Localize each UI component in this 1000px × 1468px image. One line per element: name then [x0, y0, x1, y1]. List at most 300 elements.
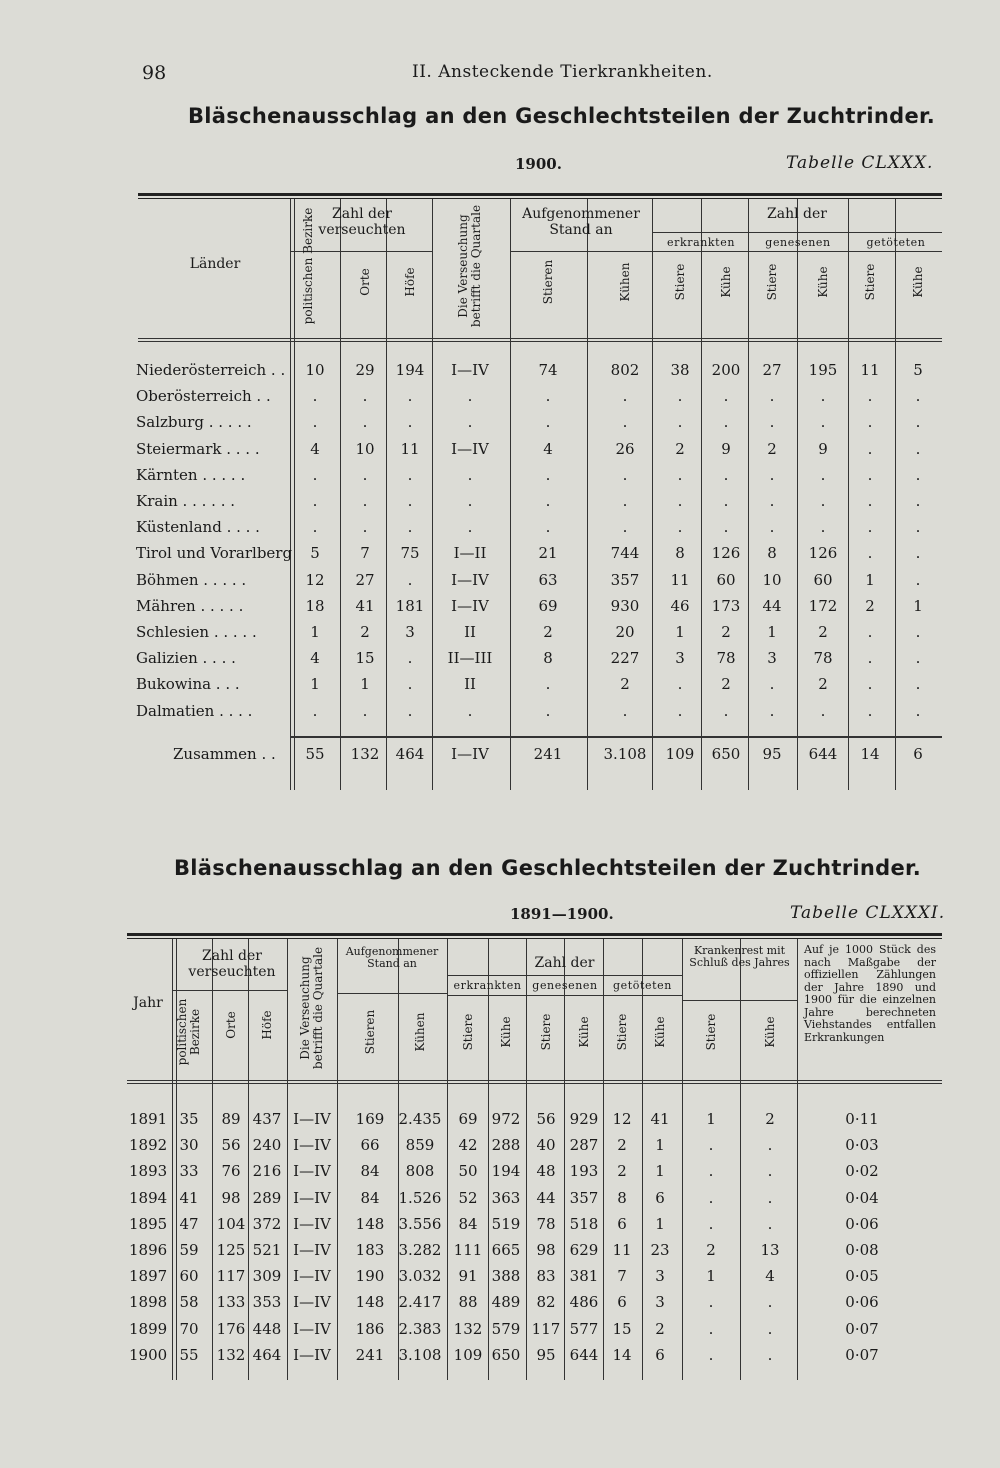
table2-cell: 579 [491, 1319, 521, 1338]
table1-cell: . [545, 675, 551, 694]
table2-header-genesenen: genesenen [532, 979, 598, 992]
table2-header-bottom-rule-2 [127, 1083, 942, 1084]
table1-cell: . [407, 675, 413, 694]
table2-cell: 0·02 [845, 1162, 879, 1181]
table1-cell: 1 [913, 596, 923, 615]
table1-cell: 930 [610, 596, 640, 615]
table1-cell: 5 [913, 361, 923, 379]
table1-cell: 11 [670, 570, 690, 589]
table1-cell: . [820, 465, 826, 484]
table1-cell: . [467, 492, 473, 510]
table1-cell: . [915, 492, 921, 510]
table1-cell: 1 [310, 623, 320, 641]
table1-cell: . [723, 492, 729, 510]
table2-cell: 84 [458, 1214, 478, 1233]
table2-cell: 42 [458, 1136, 478, 1155]
table1-cell: 194 [395, 361, 425, 379]
table1-cell: 8 [543, 649, 553, 668]
table2-header-aufgenommener: Aufgenommener Stand an [345, 945, 439, 970]
table2-cell: . [708, 1188, 714, 1207]
table2-cell: I—IV [293, 1267, 331, 1286]
table2-cell: . [767, 1188, 773, 1207]
table2-cell: 448 [252, 1319, 282, 1338]
table2-cell: 0·11 [845, 1110, 879, 1128]
table2-cell: 650 [491, 1345, 521, 1364]
table2-cell: 486 [569, 1293, 599, 1312]
table1-cell: . [820, 492, 826, 510]
table2-cell: 4 [765, 1267, 775, 1286]
table2-cell: 0·03 [845, 1136, 879, 1155]
table2-cell: . [708, 1214, 714, 1233]
table2-cell: 50 [458, 1162, 478, 1181]
table2-cell: 82 [536, 1293, 556, 1312]
table2-column-rule [212, 939, 213, 1380]
table2-cell: 47 [179, 1214, 199, 1233]
table2-cell: I—IV [293, 1162, 331, 1181]
table1-cell: . [312, 701, 318, 720]
table2-row-jahr: 1894 [129, 1188, 168, 1207]
table2-cell: 84 [360, 1162, 380, 1181]
table2-cell: 91 [458, 1267, 478, 1286]
table2-cell: 216 [252, 1162, 282, 1181]
table1-row-land: Böhmen . . . . . [136, 570, 247, 589]
table1-cell: 744 [610, 544, 640, 563]
table1-total-cell: 6 [913, 745, 923, 763]
table1-cell: . [312, 465, 318, 484]
table1-cell: 8 [767, 544, 777, 563]
table2-cell: 0·04 [845, 1188, 879, 1207]
table1-cell: . [407, 387, 413, 406]
table1-cell: . [362, 518, 368, 537]
table2-cell: 132 [453, 1319, 483, 1338]
table1-cell: 2 [675, 439, 685, 458]
table1-header-zahl-der: Zahl der [767, 206, 827, 222]
table2-cell: 41 [179, 1188, 199, 1207]
table2-header-genesenen-stiere: Stiere [538, 1013, 553, 1051]
table2-cell: 58 [179, 1293, 199, 1312]
table1-cell: . [723, 465, 729, 484]
table2-cell: 240 [252, 1136, 282, 1155]
table2-cell: 59 [179, 1241, 199, 1259]
table2-cell: . [708, 1293, 714, 1312]
table2-cell: 148 [355, 1214, 385, 1233]
table2-cell: 3 [655, 1293, 665, 1312]
table2-column-rule [642, 939, 643, 1380]
table2-column-rule [797, 939, 798, 1380]
table1-cell: 195 [808, 361, 838, 379]
table2-cell: . [767, 1345, 773, 1364]
table1-total-cell: 650 [711, 745, 741, 763]
table2-header-rule [172, 990, 287, 991]
table1-cell: 2 [721, 675, 731, 694]
table2-cell: 0·08 [845, 1241, 879, 1259]
table1-cell: 3 [675, 649, 685, 668]
table2-header-rule [682, 1000, 797, 1001]
table2-cell: 111 [453, 1241, 483, 1259]
table1-row-land: Kärnten . . . . . [136, 465, 246, 484]
table1-cell: 4 [310, 439, 320, 458]
table1-cell: . [769, 518, 775, 537]
table2-cell: 8 [617, 1188, 627, 1207]
table2-cell: 48 [536, 1162, 556, 1181]
table2-cell: 169 [355, 1110, 385, 1128]
table1-total-cell: 95 [762, 745, 782, 763]
table1-title: Bläschenausschlag an den Geschlechtsteilen der Zuchtrinder. [188, 104, 935, 128]
table1-row-land: Steiermark . . . . [136, 439, 260, 458]
table2-cell: 7 [617, 1267, 627, 1286]
table1-total-cell: 109 [665, 745, 695, 763]
table2-header-orte: Orte [223, 1011, 238, 1039]
table1-header-politischen-bezirke: politischen Bezirke [301, 207, 315, 325]
table1-cell: . [867, 701, 873, 720]
table2-cell: 69 [458, 1110, 478, 1128]
table1-cell: . [362, 492, 368, 510]
table2-cell: 13 [760, 1241, 780, 1259]
table1-cell: . [915, 413, 921, 432]
table1-cell: 3 [767, 649, 777, 668]
table1-cell: . [407, 518, 413, 537]
table2-cell: 3.032 [398, 1267, 442, 1286]
table1-cell: . [867, 649, 873, 668]
table2-header-getoeteten: getöteten [613, 979, 672, 992]
table1-cell: . [407, 492, 413, 510]
table1-cell: . [769, 465, 775, 484]
table2-cell: 98 [221, 1188, 241, 1207]
table1-total-cell: 132 [350, 745, 380, 763]
table1-cell: 26 [615, 439, 635, 458]
table2-header-erkrankten: erkrankten [453, 979, 522, 992]
table1-cell: . [312, 413, 318, 432]
table2-header-zahl-der: Zahl der [534, 955, 595, 971]
table2-cell: 104 [216, 1214, 246, 1233]
table1-cell: . [407, 570, 413, 589]
table2-cell: 1.526 [398, 1188, 442, 1207]
table2-cell: I—IV [293, 1188, 331, 1207]
table2-column-rule [682, 939, 683, 1380]
table2-column-rule [488, 939, 489, 1380]
table2-cell: 577 [569, 1319, 599, 1338]
table1-cell: . [545, 465, 551, 484]
table1-cell: 38 [670, 361, 690, 379]
table2-header-hoefe: Höfe [259, 1010, 274, 1040]
table2-header-stieren: Stieren [362, 1009, 377, 1055]
table2-cell: 89 [221, 1110, 241, 1128]
table2-cell: . [767, 1293, 773, 1312]
table1-cell: . [723, 413, 729, 432]
table2-cell: 644 [569, 1345, 599, 1364]
table2-cell: 381 [569, 1267, 599, 1286]
table1-cell: 20 [615, 623, 635, 641]
table1-cell: . [467, 701, 473, 720]
table1-cell: . [867, 675, 873, 694]
table1-cell: 126 [808, 544, 838, 563]
table2-header-erkrankten-stiere: Stiere [460, 1013, 475, 1051]
table2-cell: 521 [252, 1241, 282, 1259]
table1-cell: . [362, 387, 368, 406]
table1-row-land: Mähren . . . . . [136, 596, 244, 615]
table1-cell: 12 [305, 570, 325, 589]
table2-cell: 60 [179, 1267, 199, 1286]
table1-cell: . [867, 465, 873, 484]
table2-cell: . [708, 1345, 714, 1364]
table2-cell: 6 [655, 1345, 665, 1364]
table1-cell: . [467, 518, 473, 537]
table2-cell: 117 [216, 1267, 246, 1286]
table1-cell: . [545, 387, 551, 406]
table2-cell: 14 [612, 1345, 632, 1364]
table1-header-aufgenommener: Aufgenommener Stand an [522, 206, 640, 238]
table1-cell: 172 [808, 596, 838, 615]
table1-cell: I—IV [451, 570, 489, 589]
table1-cell: 4 [543, 439, 553, 458]
table1-cell: . [723, 387, 729, 406]
table2-header-note: Auf je 1000 Stück des nach Maßgabe der offiziellen Zählungen der Jahre 1890 und 1900 für die einzelnen Jahre berechneten Viehstandes entfallen Erkrankungen [804, 943, 936, 1044]
table1-header-genesenen-kuehe: Kühe [815, 266, 830, 298]
table1-cell: 200 [711, 361, 741, 379]
table1-cell: . [545, 518, 551, 537]
table1-cell: . [545, 492, 551, 510]
table1-cell: . [677, 518, 683, 537]
table1-cell: 60 [813, 570, 833, 589]
table1-cell: . [312, 518, 318, 537]
table2-cell: 0·07 [845, 1319, 879, 1338]
table1-header-zahl-verseuchten: Zahl der verseuchten [318, 206, 406, 238]
table2-cell: . [767, 1136, 773, 1155]
table1-cell: II [464, 675, 476, 694]
table2-cell: . [708, 1319, 714, 1338]
table2-cell: 3.108 [398, 1345, 442, 1364]
table2-cell: 194 [491, 1162, 521, 1181]
table1-cell: 78 [716, 649, 736, 668]
table2-cell: 23 [650, 1241, 670, 1259]
table1-cell: . [820, 518, 826, 537]
table2-cell: 84 [360, 1188, 380, 1207]
table2-row-jahr: 1896 [129, 1241, 168, 1259]
table1-cell: . [867, 623, 873, 641]
table1-header-laender: Länder [189, 256, 241, 272]
table1-row-land: Salzburg . . . . . [136, 413, 252, 432]
table2-cell: 183 [355, 1241, 385, 1259]
table2-row-jahr: 1897 [129, 1267, 168, 1286]
table2-cell: 1 [706, 1110, 716, 1128]
page-number: 98 [142, 62, 167, 84]
table2-row-jahr: 1900 [129, 1345, 168, 1364]
table1-header-getoeteten-kuehe: Kühe [910, 266, 925, 298]
table2-cell: 0·06 [845, 1214, 879, 1233]
table1-total-cell: 3.108 [603, 745, 647, 763]
table2-cell: 186 [355, 1319, 385, 1338]
table1-cell: 8 [675, 544, 685, 563]
table1-header-erkrankten-stiere: Stiere [672, 263, 687, 301]
table2-header-getoeteten-kuehe: Kühe [652, 1016, 667, 1048]
table2-top-rule-thin [127, 938, 942, 939]
table1-cell: 11 [860, 361, 880, 379]
table2-cell: 12 [612, 1110, 632, 1128]
table2-header-genesenen-kuehe: Kühe [576, 1016, 591, 1048]
table1-cell: . [407, 649, 413, 668]
table1-cell: 10 [305, 361, 325, 379]
table2-column-rule [447, 939, 448, 1380]
table1-cell: . [915, 439, 921, 458]
table2-cell: 70 [179, 1319, 199, 1338]
table1-header-getoeteten-stiere: Stiere [862, 263, 877, 301]
table1-cell: 9 [721, 439, 731, 458]
table2-header-jahr: Jahr [133, 995, 163, 1011]
table2-cell: 109 [453, 1345, 483, 1364]
table1-cell: 75 [400, 544, 420, 563]
table2-row-jahr: 1892 [129, 1136, 168, 1155]
table2-cell: 15 [612, 1319, 632, 1338]
table2-cell: 1 [706, 1267, 716, 1286]
table1-row-land: Küstenland . . . . [136, 518, 260, 537]
table1-cell: . [915, 465, 921, 484]
table1-cell: 7 [360, 544, 370, 563]
table2-cell: I—IV [293, 1293, 331, 1312]
table2-cell: 41 [650, 1110, 670, 1128]
table1-cell: 27 [762, 361, 782, 379]
table1-cell: . [867, 518, 873, 537]
table1-cell: 60 [716, 570, 736, 589]
table2-cell: 489 [491, 1293, 521, 1312]
table1-cell: . [677, 701, 683, 720]
table2-column-rule [603, 939, 604, 1380]
table2-cell: 241 [355, 1345, 385, 1364]
table1-cell: . [769, 387, 775, 406]
table1-cell: 2 [360, 623, 370, 641]
table2-row-jahr: 1895 [129, 1214, 168, 1233]
table1-cell: 10 [762, 570, 782, 589]
table1-total-rule [290, 736, 942, 738]
table1-cell: . [820, 701, 826, 720]
table2-cell: 3.282 [398, 1241, 442, 1259]
table1-cell: 2 [818, 675, 828, 694]
table2-cell: 117 [531, 1319, 561, 1338]
table1-cell: II—III [447, 649, 493, 668]
table2-column-rule [337, 939, 338, 1380]
table1-cell: 10 [355, 439, 375, 458]
table1-cell: . [312, 387, 318, 406]
table1-cell: 11 [400, 439, 420, 458]
table2-title: Bläschenausschlag an den Geschlechtsteilen der Zuchtrinder. [174, 856, 921, 880]
table2-cell: 193 [569, 1162, 599, 1181]
table1-cell: I—II [453, 544, 487, 563]
table1-column-rule [587, 199, 588, 790]
table1-cell: I—IV [451, 439, 489, 458]
table1-cell: . [545, 701, 551, 720]
table2-cell: 464 [252, 1345, 282, 1364]
table2-cell: 289 [252, 1188, 282, 1207]
table2-header-krankenrest-kuehe: Kühe [762, 1016, 777, 1048]
table1-total-cell: 14 [860, 745, 880, 763]
table2-cell: 6 [655, 1188, 665, 1207]
table2-cell: 30 [179, 1136, 199, 1155]
table2-cell: 6 [617, 1293, 627, 1312]
table1-cell: . [915, 544, 921, 563]
table2-row-jahr: 1899 [129, 1319, 168, 1338]
table1-cell: 78 [813, 649, 833, 668]
table1-cell: 2 [865, 596, 875, 615]
table1-reference: Tabelle CLXXX. [786, 153, 934, 173]
table2-cell: 56 [536, 1110, 556, 1128]
table1-top-rule-thin [138, 198, 942, 199]
table2-cell: . [708, 1136, 714, 1155]
table1-cell: . [867, 413, 873, 432]
table1-cell: . [407, 701, 413, 720]
table1-cell: 1 [360, 675, 370, 694]
table1-cell: . [769, 675, 775, 694]
table2-header-politischen-bezirke: politischen Bezirke [175, 998, 202, 1066]
table1-cell: 1 [767, 623, 777, 641]
table1-cell: II [464, 623, 476, 641]
table1-cell: . [407, 413, 413, 432]
table2-cell: I—IV [293, 1241, 331, 1259]
table1-cell: . [677, 492, 683, 510]
table1-row-land: Bukowina . . . [136, 675, 240, 694]
table1-cell: . [769, 701, 775, 720]
table1-cell: . [677, 413, 683, 432]
table2-cell: 2 [617, 1136, 627, 1155]
table2-cell: 2 [706, 1241, 716, 1259]
table2-header-bottom-rule [127, 1080, 942, 1081]
table2-cell: 629 [569, 1241, 599, 1259]
table1-cell: . [677, 465, 683, 484]
table1-cell: 1 [675, 623, 685, 641]
table1-column-rule [510, 199, 511, 790]
table2-cell: 519 [491, 1214, 521, 1233]
table2-cell: 357 [569, 1188, 599, 1207]
table1-total-label: Zusammen . . [173, 745, 276, 763]
table1-cell: . [677, 387, 683, 406]
table2-cell: 2 [765, 1110, 775, 1128]
table2-cell: I—IV [293, 1345, 331, 1364]
table2-cell: . [767, 1162, 773, 1181]
table1-row-land: Krain . . . . . . [136, 492, 235, 510]
table1-cell: . [820, 413, 826, 432]
table1-header-genesenen-stiere: Stiere [764, 263, 779, 301]
table2-header-kuehen: Kühen [412, 1012, 427, 1052]
table1-cell: . [867, 492, 873, 510]
table1-row-land: Niederösterreich . . [136, 361, 286, 379]
table2-cell: 372 [252, 1214, 282, 1233]
table1-row-land: Tirol und Vorarlberg [136, 544, 293, 563]
table2-cell: 95 [536, 1345, 556, 1364]
running-head: II. Ansteckende Tierkrankheiten. [412, 62, 713, 82]
table2-cell: 88 [458, 1293, 478, 1312]
table2-cell: I—IV [293, 1319, 331, 1338]
table2-cell: 190 [355, 1267, 385, 1286]
table1-row-land: Oberösterreich . . [136, 387, 271, 406]
table2-header-rule [337, 993, 447, 994]
table2-cell: 437 [252, 1110, 282, 1128]
table2-cell: 33 [179, 1162, 199, 1181]
table1-year: 1900. [515, 155, 562, 173]
table1-cell: . [723, 518, 729, 537]
table2-cell: 353 [252, 1293, 282, 1312]
table2-cell: 98 [536, 1241, 556, 1259]
table2-cell: 78 [536, 1214, 556, 1233]
table1-cell: 69 [538, 596, 558, 615]
table2-cell: 0·06 [845, 1293, 879, 1312]
table1-cell: . [467, 413, 473, 432]
table1-row-land: Schlesien . . . . . [136, 623, 257, 641]
table2-cell: 972 [491, 1110, 521, 1128]
table2-cell: 2.417 [398, 1293, 442, 1312]
table2-cell: 1 [655, 1162, 665, 1181]
table1-header-erkrankten: erkrankten [666, 236, 735, 249]
table1-total-cell: 55 [305, 745, 325, 763]
table2-cell: 3 [655, 1267, 665, 1286]
table1-cell: 802 [610, 361, 640, 379]
